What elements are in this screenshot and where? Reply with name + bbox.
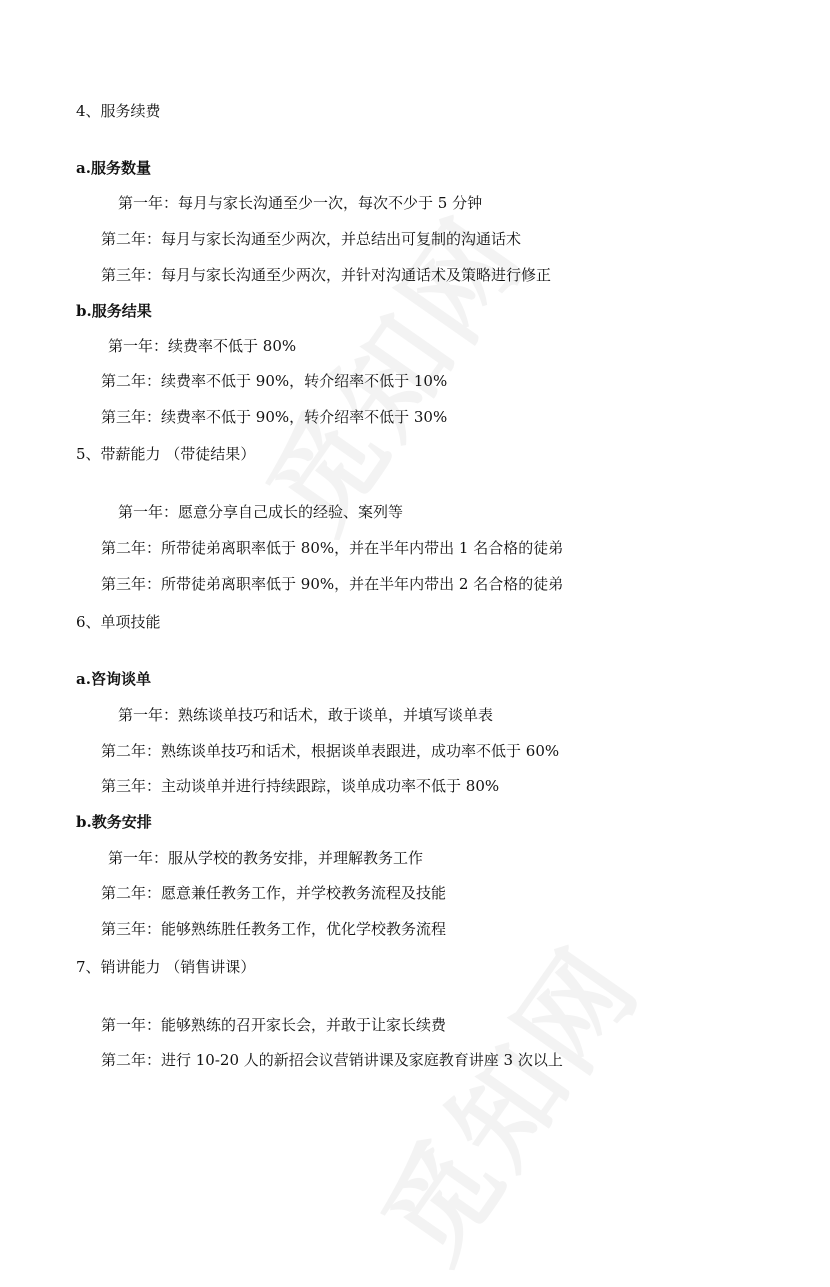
text-line: 第一年：熟练谈单技巧和话术，敢于谈单，并填写谈单表 — [118, 706, 494, 724]
text-line: 第一年：能够熟练的召开家长会，并敢于让家长续费 — [101, 1016, 447, 1034]
text-line: 第二年：熟练谈单技巧和话术，根据谈单表跟进，成功率不低于 60% — [101, 742, 560, 760]
watermark-bottom — [339, 911, 668, 1287]
text-line: 第三年：每月与家长沟通至少两次，并针对沟通话术及策略进行修正 — [101, 266, 552, 284]
section-4-heading: 4、服务续费 — [76, 102, 161, 120]
text-line: 第二年：续费率不低于 90%，转介绍率不低于 10% — [101, 372, 448, 390]
subsection-a-heading: a.咨询谈单 — [76, 670, 151, 688]
subsection-b-heading: b.服务结果 — [76, 302, 152, 320]
text-line: 第一年：愿意分享自己成长的经验、案列等 — [118, 503, 404, 521]
text-line: 第三年：主动谈单并进行持续跟踪，谈单成功率不低于 80% — [101, 777, 500, 795]
text-line: 第二年：所带徒弟离职率低于 80%，并在半年内带出 1 名合格的徒弟 — [101, 539, 564, 557]
text-line: 第三年：续费率不低于 90%，转介绍率不低于 30% — [101, 408, 448, 426]
text-line: 第一年：每月与家长沟通至少一次，每次不少于 5 分钟 — [118, 194, 483, 212]
section-5-heading: 5、带薪能力 （带徒结果） — [76, 445, 256, 463]
text-line: 第三年：所带徒弟离职率低于 90%，并在半年内带出 2 名合格的徒弟 — [101, 575, 564, 593]
text-line: 第一年：服从学校的教务安排，并理解教务工作 — [108, 849, 424, 867]
text-line: 第二年：进行 10-20 人的新招会议营销讲课及家庭教育讲座 3 次以上 — [101, 1051, 563, 1069]
section-6-heading: 6、单项技能 — [76, 613, 161, 631]
subsection-a-heading: a.服务数量 — [76, 159, 151, 177]
text-line: 第一年：续费率不低于 80% — [108, 337, 297, 355]
subsection-b-heading: b.教务安排 — [76, 813, 152, 831]
text-line: 第三年：能够熟练胜任教务工作，优化学校教务流程 — [101, 920, 447, 938]
text-line: 第二年：愿意兼任教务工作，并学校教务流程及技能 — [101, 884, 447, 902]
text-line: 第二年：每月与家长沟通至少两次，并总结出可复制的沟通话术 — [101, 230, 522, 248]
section-7-heading: 7、销讲能力 （销售讲课） — [76, 958, 256, 976]
